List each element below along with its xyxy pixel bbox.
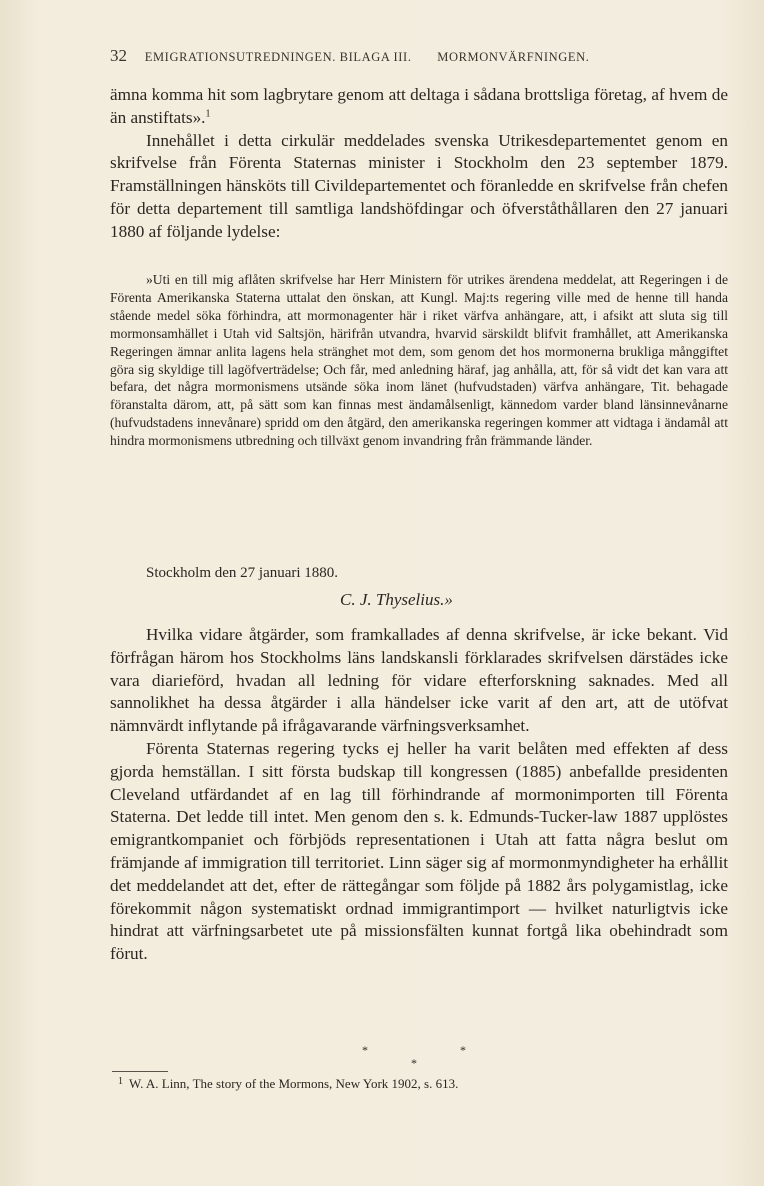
page-number: 32 [110,46,127,65]
paragraph: Hvilka vidare åtgärder, som framkallades af denna skrifvelse, är icke bekant. Vid förfrågan härom hos Stockholms läns landskansli förklarades skrifvelsen därstädes icke vara diarieförd, hvadan all ledning för vidare efterforskning saknades. Med all sannolikhet ha dessa åtgärder i alla händelser icke varit af den art, att de utöfvat nämnvärdt inflytande på ifrågavarande värfningsverksamhet. [110,625,728,736]
footnote-text: W. A. Linn, The story of the Mormons, New York 1902, s. 613. [129,1076,459,1091]
paragraph: Innehållet i detta cirkulär meddelades svenska Utrikesdepartementet genom en skrifvelse från Förenta Staternas minister i Stockholm den 23 september 1879. Framställningen hänsköts till Civildepartementet och föranledde en skrifvelse från chefen för detta departement till samtliga landshöfdingar och öfverståthållaren den 27 januari 1880 af följande lydelse: [110,130,728,241]
dateline: Stockholm den 27 januari 1880. [146,565,339,581]
footnote-reference: 1 [205,108,211,120]
footnote-divider [112,1071,168,1072]
closing-paragraphs [110,624,728,966]
paragraph-continuation: ämna komma hit som lagbrytare genom att deltaga i sådana brottsliga företag, af hvem de än anstiftats».$^1$ [110,85,728,127]
running-title: EMIGRATIONSUTREDNINGEN. BILAGA III. [144,50,412,64]
paragraph: Förenta Staternas regering tycks ej heller ha varit belåten med effekten af dess gjorda hemställan. I sitt första budskap till kongressen (1885) anbefallde presidenten Cleveland utfärdandet af en lag till förhindrande af mormonimporten till Förenta Staterna. Det ledde till intet. Men genom den s. k. Edmunds-Tucker-law 1887 upplöstes emigrantkompaniet och förbjöds representationen i Utah att fatta några beslut om främjande af immigration till territoriet. Linn säger sig af mormonmyndigheter ha erhållit det meddelandet att det, efter de rättegångar som följde på 1882 års polygamistlag, icke förekommit någon systematiskt ordnad immigrantimport — hvilket naturligtvis icke hindrat att värfningsarbetet ute på missionsfälten kunnat fortgå lika obehindradt som förut. [110,738,728,964]
footnote [118,1076,458,1092]
section-title: MORMONVÄRFNINGEN. [437,50,590,64]
asterisk: * [411,1056,417,1070]
opening-paragraphs [110,84,728,244]
running-header [110,46,730,66]
asterisk: * [460,1043,466,1057]
section-separator [0,1043,764,1069]
asterisk: * [362,1043,368,1057]
signature: C. J. Thyselius.» [340,590,453,609]
quoted-circular: »Uti en till mig aflåten skrifvelse har Herr Ministern för utrikes ärendena meddelat, att Regeringen i de Förenta Amerikanska Staterna uttalat den önskan, att Kungl. Maj:ts regering ville med de henne till handa stående medel söka förhindra, att mormonagenter här i riket värfva anhängare, att, i afsikt att sluta sig till mormonsamhället i Utah vid Saltsjön, härifrån utvandra, hvarvid särskildt blifvit framhållet, att Amerikanska Regeringen ämnar anlita lagens hela stränghet mot dem, som genom det hos mormonerna brukliga månggiftet göra sig skyldige till lagöfverträdelse; Och får, med anledning häraf, jag anhålla, att, för så vidt det kan vara att befara, det några mormonismens utsände söka inom länet (hufvudstaden) värfva anhängare, Tit. behagade föranstalta därom, att, på sätt som kan finnas mest ändamålsenligt, kännedom varder bland länsinnevånarne (hufvudstadens innevånare) spridd om den åtgärd, den amerikanska regeringen kommer att vidtaga i ändamål att hindra mormonismens utbredning och tillväxt genom invandring från främmande länder. [110,272,728,449]
footnote-mark: 1 [118,1076,123,1087]
